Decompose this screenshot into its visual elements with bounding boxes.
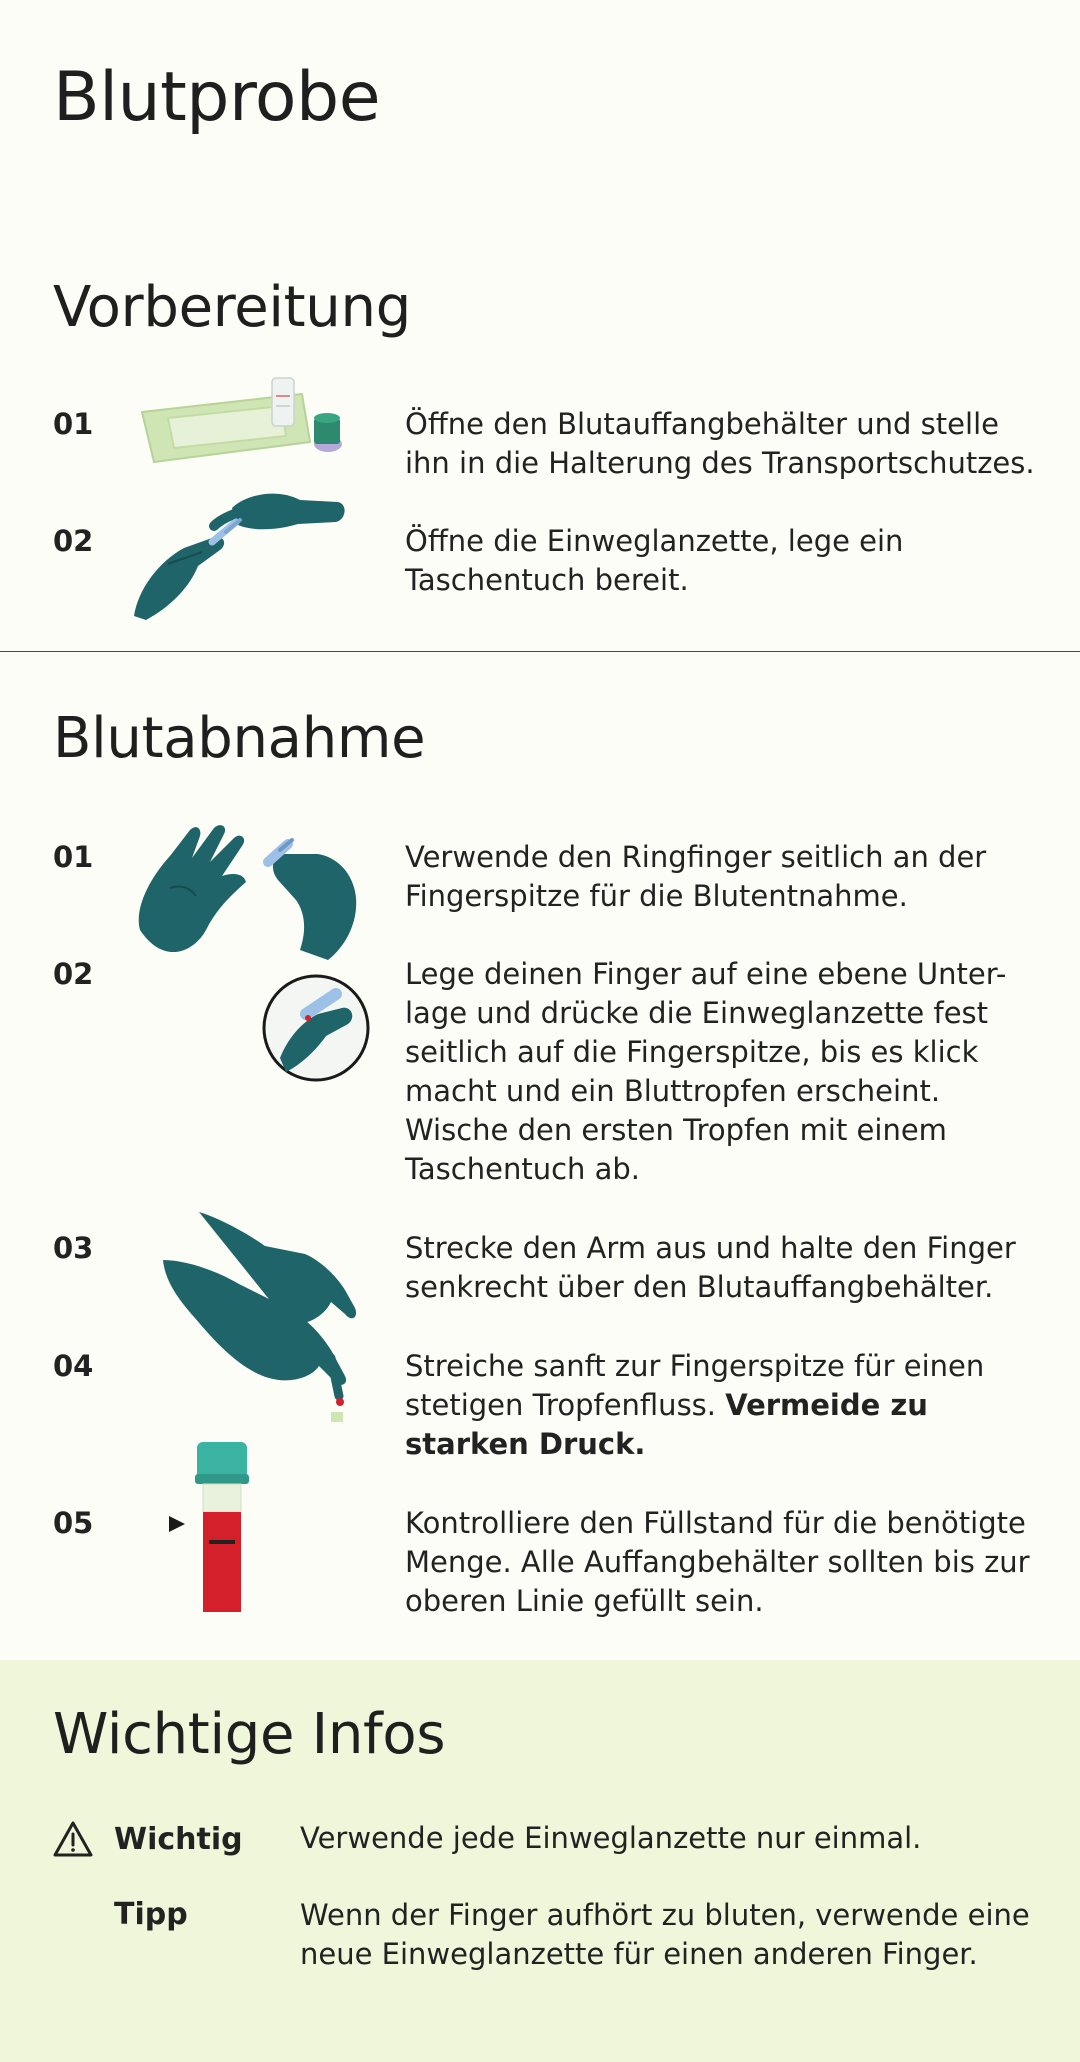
blood-step-text-4-bold: Vermeide zu starken Druck. [405,1388,928,1461]
hand-over-container-illustration [155,1208,365,1423]
section-title-vorbereitung: Vorbereitung [53,275,411,340]
prep-step-text-1: Öffne den Blutauffangbehälter und stelle ihn in die Halterung des Transportschutzes. [405,407,1035,480]
prep-step-number-2: 02 [53,524,94,558]
blood-step-number-1: 01 [53,840,94,874]
blood-step-text-1: Verwende den Ringfinger seitlich an der Fingerspitze für die Blutentnahme. [405,840,987,913]
section-divider [0,651,1080,652]
info-text-wichtig: Verwende jede Einweglanzette nur einmal. [300,1821,922,1855]
blood-step-text-3: Strecke den Arm aus und halte den Finger senkrecht über den Blutauffangbehälter. [405,1231,1016,1304]
info-label-tipp: Tipp [114,1897,188,1932]
blood-step-text-4-plain: Streiche sanft zur Fingerspitze für einen stetigen Tropfenfluss. [405,1349,985,1422]
info-text-tipp: Wenn der Finger aufhört zu bluten, verwende eine neue Einweglanzette für einen anderen Finger. [300,1898,1030,1971]
blood-step-number-4: 04 [53,1349,94,1383]
warning-icon [52,1820,94,1858]
fill-level-tube-illustration [165,1438,265,1618]
container-package-illustration [132,372,352,482]
prep-step-text-2: Öffne die Einweglanzette, lege ein Taschentuch bereit. [405,524,904,597]
gloved-hands-opening-lancet-illustration [128,486,358,626]
fill-level-arrow-icon [169,1516,185,1532]
section-title-blutabnahme: Blutabnahme [53,706,426,771]
blood-step-number-5: 05 [53,1506,94,1540]
section-title-infos: Wichtige Infos [53,1702,446,1767]
gloved-hands-lancet-illustration [130,818,380,1083]
blood-step-text-5: Kontrolliere den Füllstand für die benötigte Menge. Alle Auffangbehälter sollten bis zur oberen Linie gefüllt sein. [405,1506,1030,1618]
blood-step-text-2: Lege deinen Finger auf eine ebene Unter-lage und drücke die Einweglanzette fest seitlich auf die Fingerspitze, bis es klick macht und ein Bluttropfen erscheint. Wische den ersten Tropfen mit einem Taschentuch ab. [405,957,1007,1186]
prep-step-number-1: 01 [53,407,94,441]
info-label-wichtig: Wichtig [114,1822,243,1857]
blood-step-text-4 [405,1347,1045,1464]
blood-step-number-3: 03 [53,1231,94,1265]
page-title: Blutprobe [53,58,381,137]
blood-step-number-2: 02 [53,957,94,991]
